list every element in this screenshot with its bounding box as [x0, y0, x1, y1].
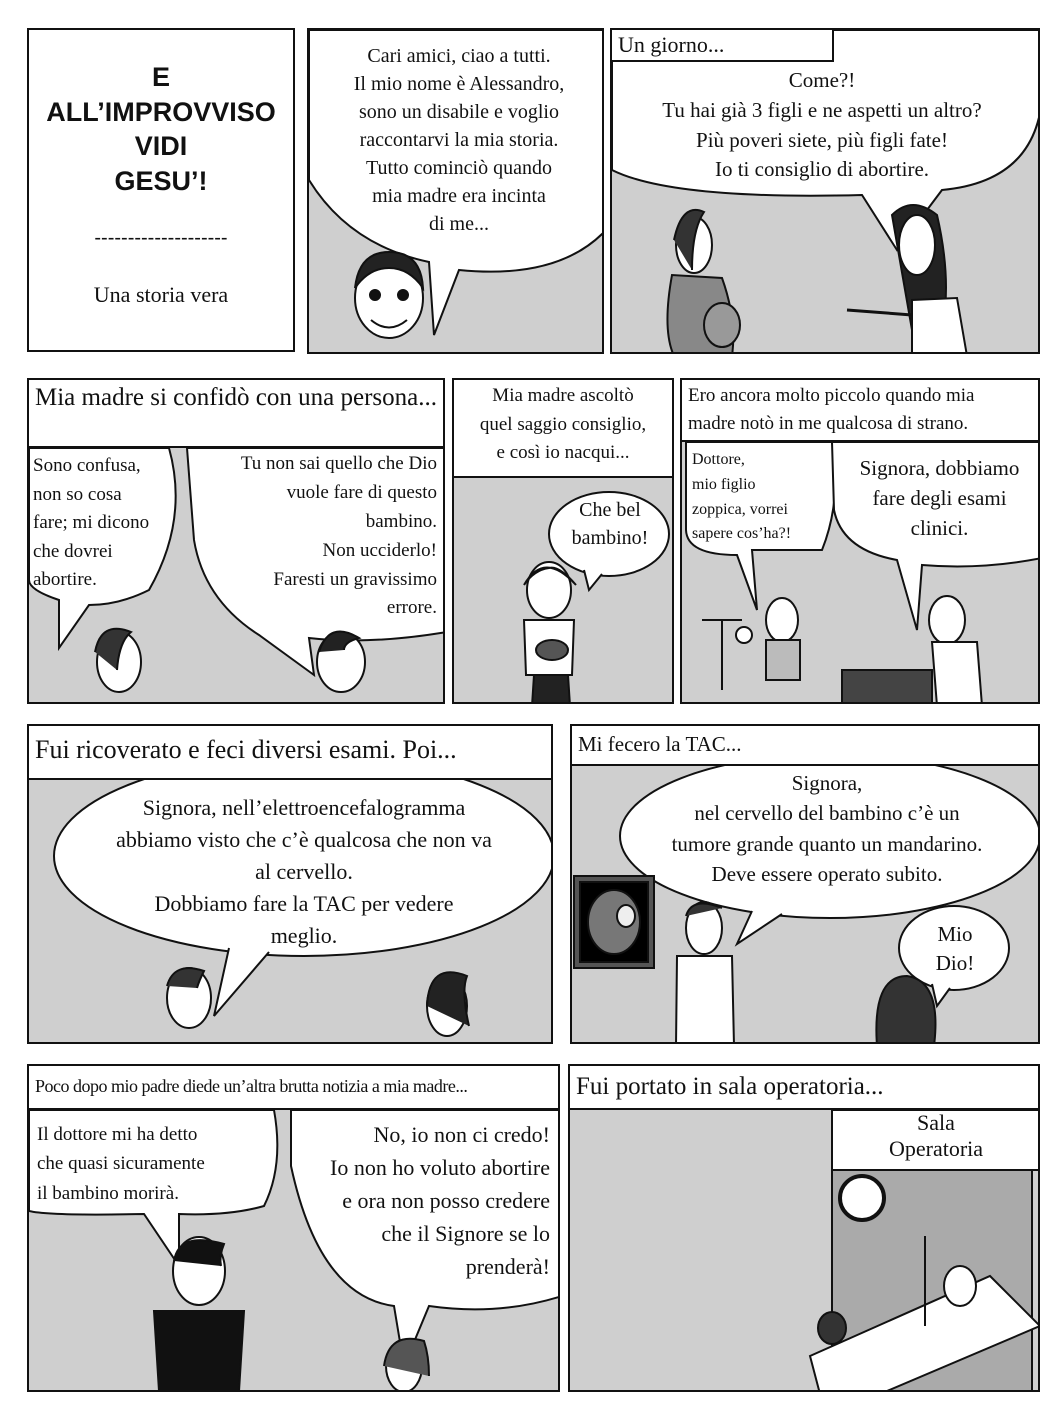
panel-bad-news [27, 1064, 560, 1392]
caption-box [570, 1066, 1038, 1110]
door-sign-text: Sala Operatoria [888, 1110, 984, 1162]
mother-figure [427, 972, 469, 1036]
mother-back-figure [876, 976, 935, 1044]
mother-figure [95, 629, 141, 692]
caption-text: Poco dopo mio padre diede un’altra brutta notizia a mia madre... [35, 1076, 468, 1096]
panel-birth [452, 378, 674, 704]
ct-scan-image [574, 876, 654, 968]
caption-box [612, 30, 834, 62]
doctor-figure [167, 968, 211, 1028]
title-divider: -------------------- [94, 227, 228, 249]
mother-with-baby-figure [524, 562, 576, 704]
panel-title [27, 28, 295, 352]
panel-confide [27, 378, 445, 704]
mother-speech-text: Sono confusa, non so cosa fare; mi dicono che dovrei abortire. [33, 455, 150, 590]
panel-one-day [610, 28, 1040, 354]
panel-doctor-visit [680, 378, 1040, 704]
wise-man-speech-text: Tu non sai quello che Dio vuole fare di questo bambino. Non ucciderlo! Faresti un gravissimo errore. [240, 453, 437, 619]
comic-subtitle: Una storia vera [93, 282, 229, 307]
advisor-woman-figure [847, 205, 967, 354]
wise-man-figure [317, 632, 365, 692]
caption-box [29, 380, 443, 448]
caption-text: Mia madre ascoltò quel saggio consiglio, e così io nacqui... [479, 385, 647, 463]
caption-box [572, 726, 1038, 766]
caption-text: Un giorno... [618, 32, 725, 57]
narrator-boy-figure [355, 252, 423, 338]
father-figure [154, 1237, 244, 1391]
panel-tac [570, 724, 1040, 1044]
panel-exams [27, 724, 553, 1044]
caption-text: Fui ricoverato e feci diversi esami. Poi... [35, 735, 457, 764]
doctor-figure [676, 902, 734, 1044]
caption-box [682, 380, 1038, 442]
caption-text: Ero ancora molto piccolo quando mia madre notò in me qualcosa di strano. [688, 385, 975, 434]
mother-speech-text: Dottore, mio figlio zoppica, vorrei sapere cos’ha?! [692, 451, 792, 543]
door-window [840, 1176, 884, 1220]
mother-speech-text: Mio Dio! [935, 922, 975, 976]
doctor-speech-text: Signora, nel cervello del bambino c’è un tumore grande quanto un mandarino. Deve essere operato subito. [671, 771, 983, 887]
caption-box [29, 726, 551, 780]
doctor-office-scene [702, 596, 982, 704]
caption-text: Mia madre si confidò con una persona... [35, 384, 437, 411]
caption-box [29, 1066, 558, 1110]
intro-speech-text: Cari amici, ciao a tutti. Il mio nome è Alessandro, sono un disabile e voglio raccontarvi la mia storia. Tutto cominciò quando mia madre era incinta di me... [353, 45, 565, 235]
doctor-speech-text: Signora, nell’elettroencefalogramma abbiamo visto che c’è qualcosa che non va al cervello. Dobbiamo fare la TAC per vedere meglio. [116, 795, 492, 948]
panel-intro [307, 28, 604, 354]
caption-text: Mi fecero la TAC... [578, 732, 742, 756]
caption-text: Fui portato in sala operatoria... [576, 1073, 884, 1100]
comic-title: E ALL’IMPROVVISO VIDI GESU’! [46, 62, 276, 196]
baby-speech-text: Che bel bambino! [571, 499, 649, 549]
mother-speech-text: No, io non ci credo! Io non ho voluto abortire e ora non posso credere che il Signore se lo prenderà! [330, 1122, 550, 1279]
caption-box [454, 380, 672, 478]
father-speech-text: Il dottore mi ha detto che quasi sicuramente il bambino morirà. [37, 1124, 205, 1204]
panel-operating-room [568, 1064, 1040, 1392]
mother-pregnant-figure [667, 210, 740, 354]
advisor-speech-text: Come?! Tu hai già 3 figli e ne aspetti un altro? Più poveri siete, più figli fate! Io ti consiglio di abortire. [662, 68, 982, 182]
mother-figure [384, 1339, 429, 1392]
doctor-speech-text: Signora, dobbiamo fare degli esami clinici. [859, 456, 1020, 540]
